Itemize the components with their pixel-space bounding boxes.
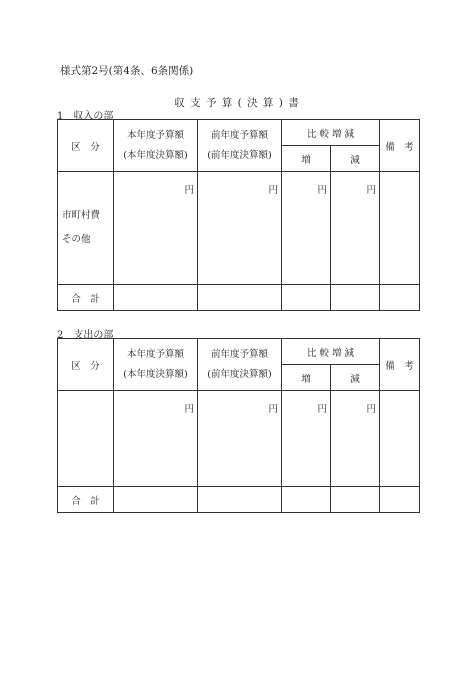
comparison-header: 比 較 増 減 bbox=[282, 120, 380, 146]
total-decrease-cell[interactable] bbox=[331, 285, 380, 311]
decrease-amount-cell[interactable]: 円 bbox=[331, 391, 380, 487]
increase-amount-cell[interactable]: 円 bbox=[282, 172, 331, 285]
increase-amount-cell[interactable]: 円 bbox=[282, 391, 331, 487]
current-year-header: 本年度予算額 (本年度決算額) bbox=[114, 120, 198, 172]
income-table bbox=[57, 119, 420, 311]
comparison-header: 比 較 増 減 bbox=[282, 339, 380, 365]
previous-year-amount-cell[interactable]: 円 bbox=[198, 391, 282, 487]
category-header: 区 分 bbox=[58, 339, 114, 391]
increase-header: 増 bbox=[282, 146, 331, 172]
remarks-header: 備 考 bbox=[380, 120, 420, 172]
increase-header: 増 bbox=[282, 365, 331, 391]
current-year-header: 本年度予算額 (本年度決算額) bbox=[114, 339, 198, 391]
remarks-cell[interactable] bbox=[380, 391, 420, 487]
total-remarks-cell[interactable] bbox=[380, 285, 420, 311]
total-current-cell[interactable] bbox=[114, 487, 198, 513]
form-number-label: 様式第2号(第4条、6条関係) bbox=[60, 65, 194, 77]
decrease-header: 減 bbox=[331, 365, 380, 391]
decrease-amount-cell[interactable]: 円 bbox=[331, 172, 380, 285]
income-section-title: 1 収入の部 bbox=[57, 111, 114, 122]
previous-year-amount-cell[interactable]: 円 bbox=[198, 172, 282, 285]
total-previous-cell[interactable] bbox=[198, 487, 282, 513]
current-year-amount-cell[interactable]: 円 bbox=[114, 172, 198, 285]
total-label: 合 計 bbox=[58, 487, 114, 513]
remarks-cell[interactable] bbox=[380, 172, 420, 285]
document-title: 収 支 予 算 ( 決 算 ) 書 bbox=[174, 97, 300, 109]
total-previous-cell[interactable] bbox=[198, 285, 282, 311]
total-label: 合 計 bbox=[58, 285, 114, 311]
income-items-cell bbox=[58, 172, 114, 285]
expenditure-items-cell bbox=[58, 391, 114, 487]
category-header: 区 分 bbox=[58, 120, 114, 172]
expenditure-table bbox=[57, 338, 420, 513]
remarks-header: 備 考 bbox=[380, 339, 420, 391]
total-decrease-cell[interactable] bbox=[331, 487, 380, 513]
decrease-header: 減 bbox=[331, 146, 380, 172]
income-item: その他 bbox=[62, 234, 91, 245]
total-increase-cell[interactable] bbox=[282, 285, 331, 311]
income-item: 市町村費 bbox=[62, 210, 101, 221]
previous-year-header: 前年度予算額 (前年度決算額) bbox=[198, 120, 282, 172]
total-increase-cell[interactable] bbox=[282, 487, 331, 513]
total-current-cell[interactable] bbox=[114, 285, 198, 311]
previous-year-header: 前年度予算額 (前年度決算額) bbox=[198, 339, 282, 391]
current-year-amount-cell[interactable]: 円 bbox=[114, 391, 198, 487]
total-remarks-cell[interactable] bbox=[380, 487, 420, 513]
expenditure-section-title: 2 支出の部 bbox=[57, 330, 114, 341]
